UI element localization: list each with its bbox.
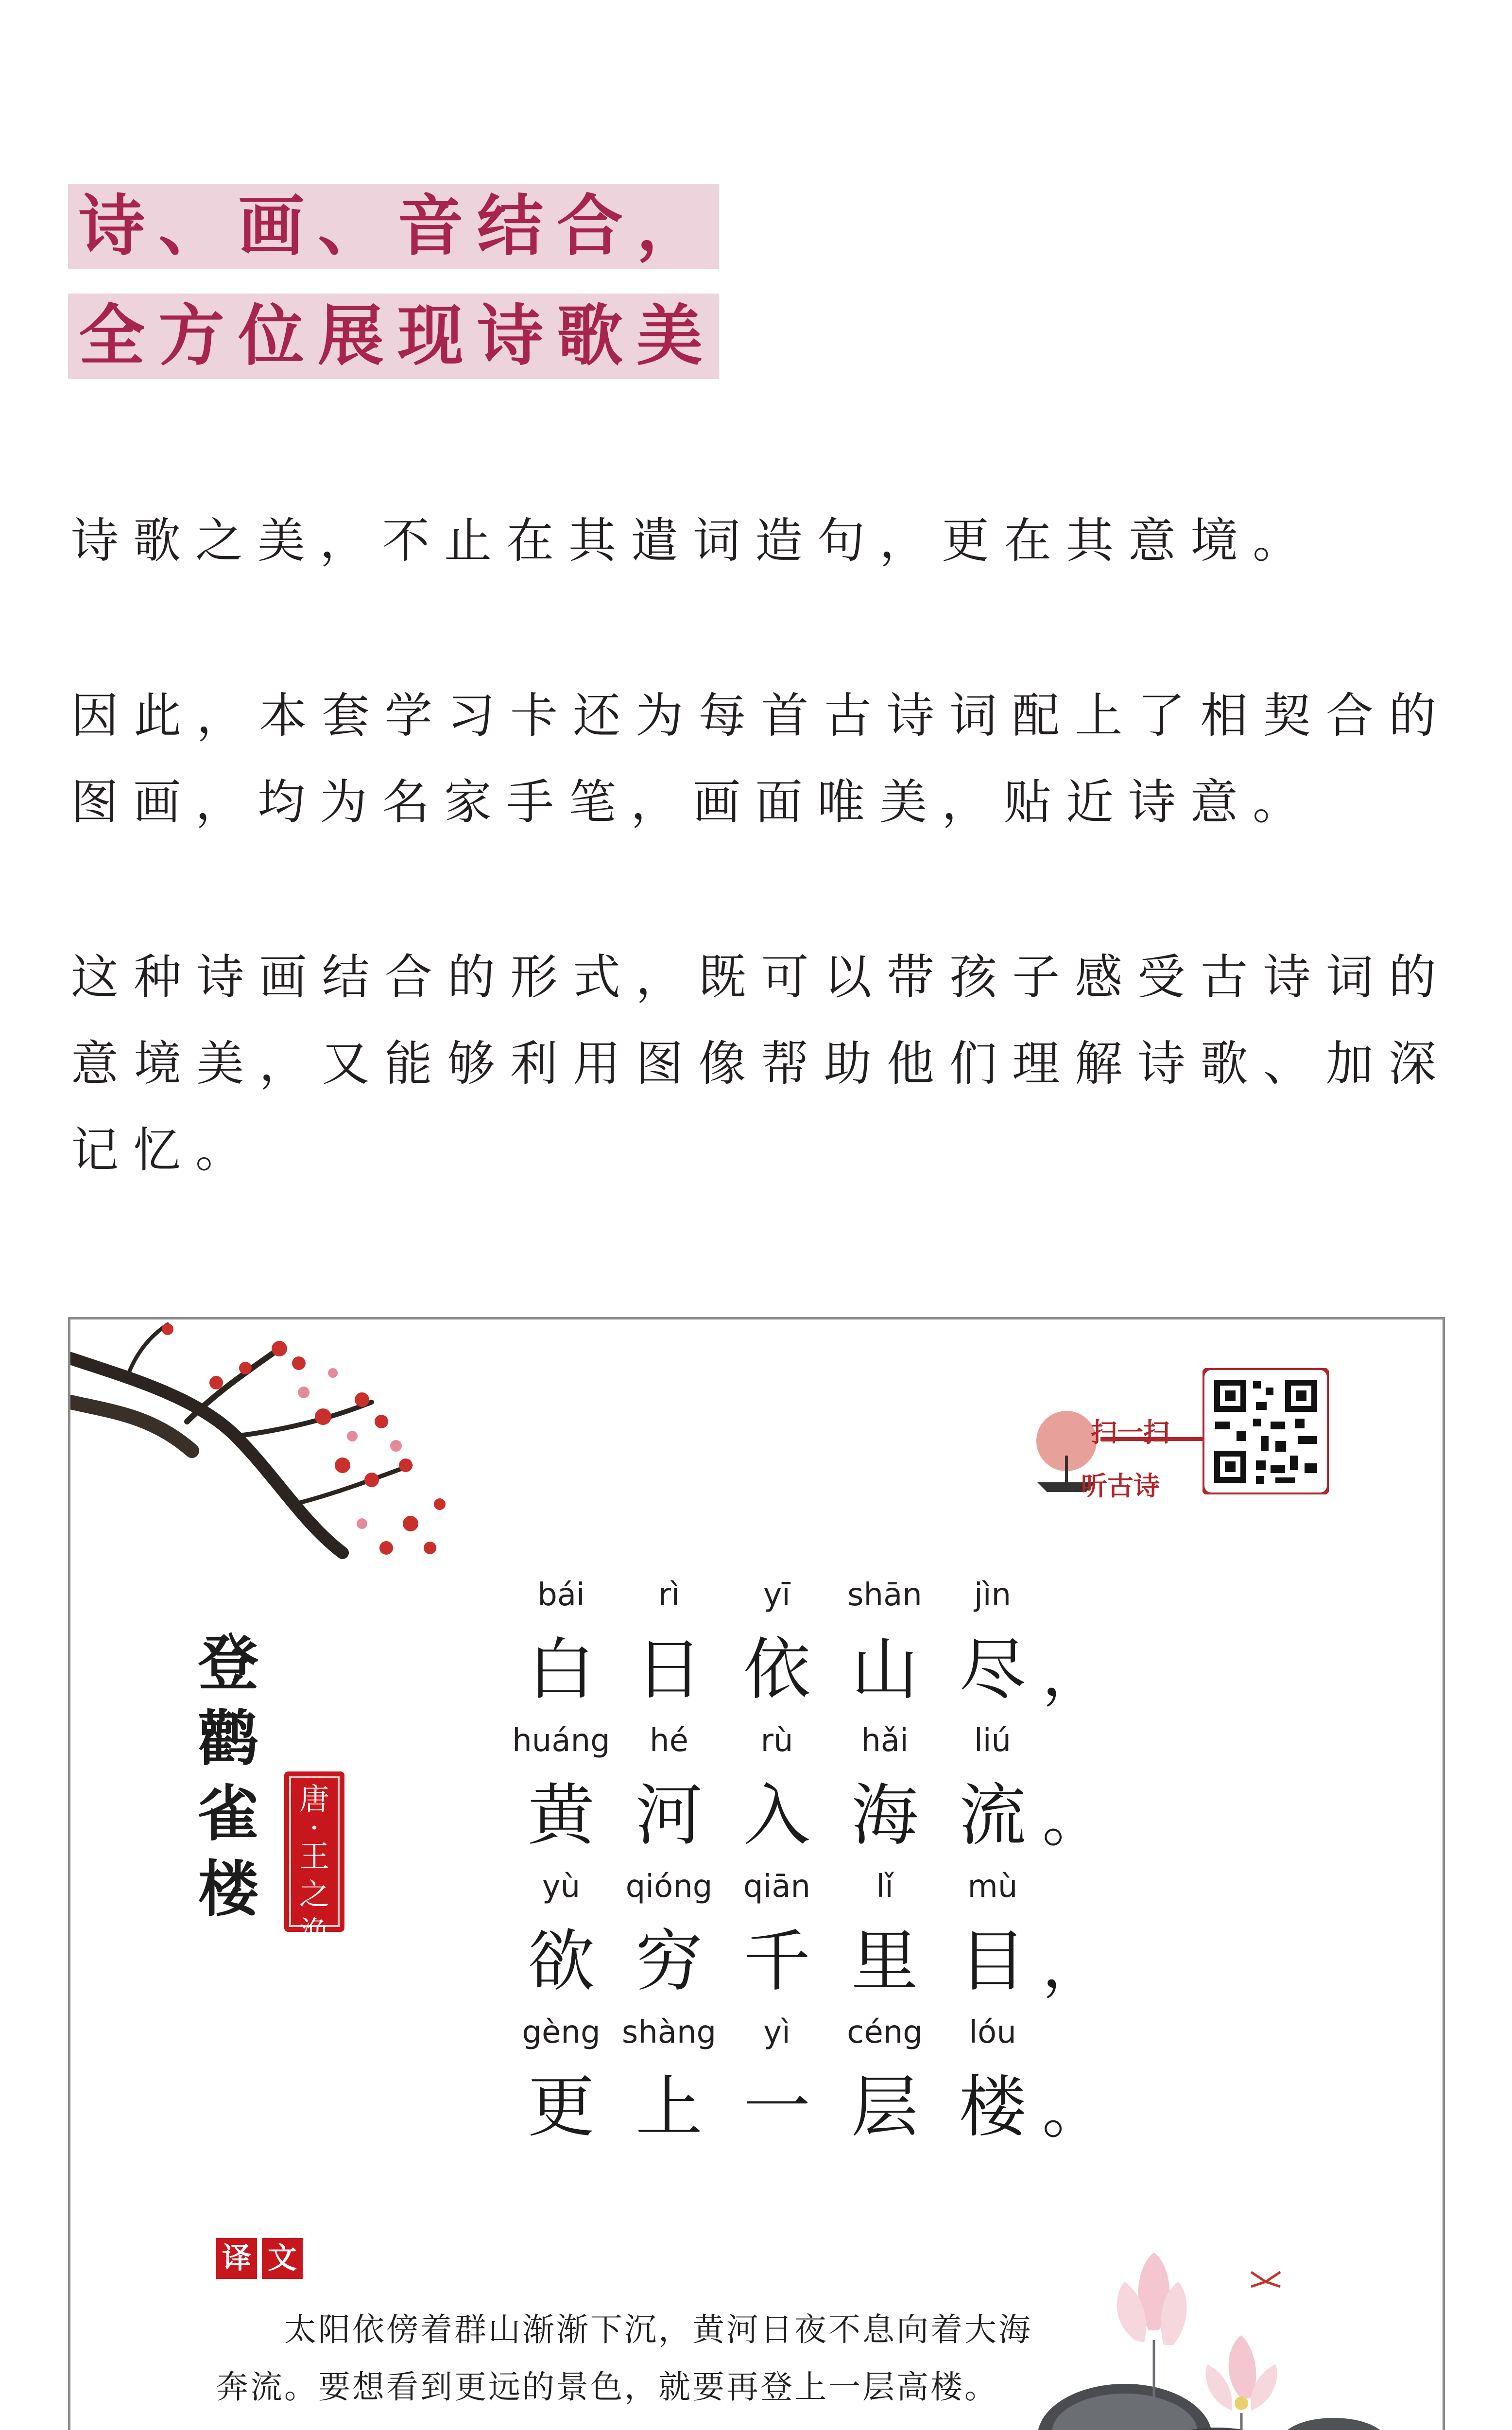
paragraph-3: 这种诗画结合的形式，既可以带孩子感受古诗词的意境美，又能够利用图像帮助他们理解诗歌、加深记忆。 [71,950,1451,1178]
poem-line-4: gèng 更 shàng 上 yì 一 céng 层 lóu 楼 。 [522,2014,1103,2147]
poem-title: 登 鹳 雀 楼 [198,1628,258,1925]
headline-line-1: 诗、画、音结合， [68,184,719,269]
lotus-illustration [1013,2233,1431,2430]
translation-text: 太阳依傍着群山渐渐下沉，黄河日夜不息向着大海奔流。要想看到更远的景色，就要再登上一层高楼。 [216,2311,1032,2406]
paragraph-1: 诗歌之美，不止在其遣词造句，更在其意境。 [71,513,1315,569]
poem-card [68,1317,1445,2430]
qr-label-scan: 扫一扫 [1091,1417,1169,1448]
author-seal: 唐 · 王 之 涣 [284,1771,344,1932]
qr-code-icon[interactable] [1203,1368,1329,1494]
plum-blossom-illustration [70,1319,469,1592]
poem-line-1: bái 白 rì 日 yī 依 shān 山 jìn 尽 ， [527,1577,1103,1709]
translation-tag: 译 文 [216,2238,303,2282]
paragraph-2: 因此，本套学习卡还为每首古诗词配上了相契合的图画，均为名家手笔，画面唯美，贴近诗意。 [71,688,1451,830]
qr-label-listen: 听古诗 [1081,1471,1160,1501]
poem-line-2: huáng 黄 hé 河 rù 入 hǎi 海 liú 流 。 [512,1723,1103,1855]
poem-line-3: yù 欲 qióng 穷 qiān 千 lǐ 里 mù 目 ， [527,1869,1103,2001]
headline-line-2: 全方位展现诗歌美 [68,294,719,379]
